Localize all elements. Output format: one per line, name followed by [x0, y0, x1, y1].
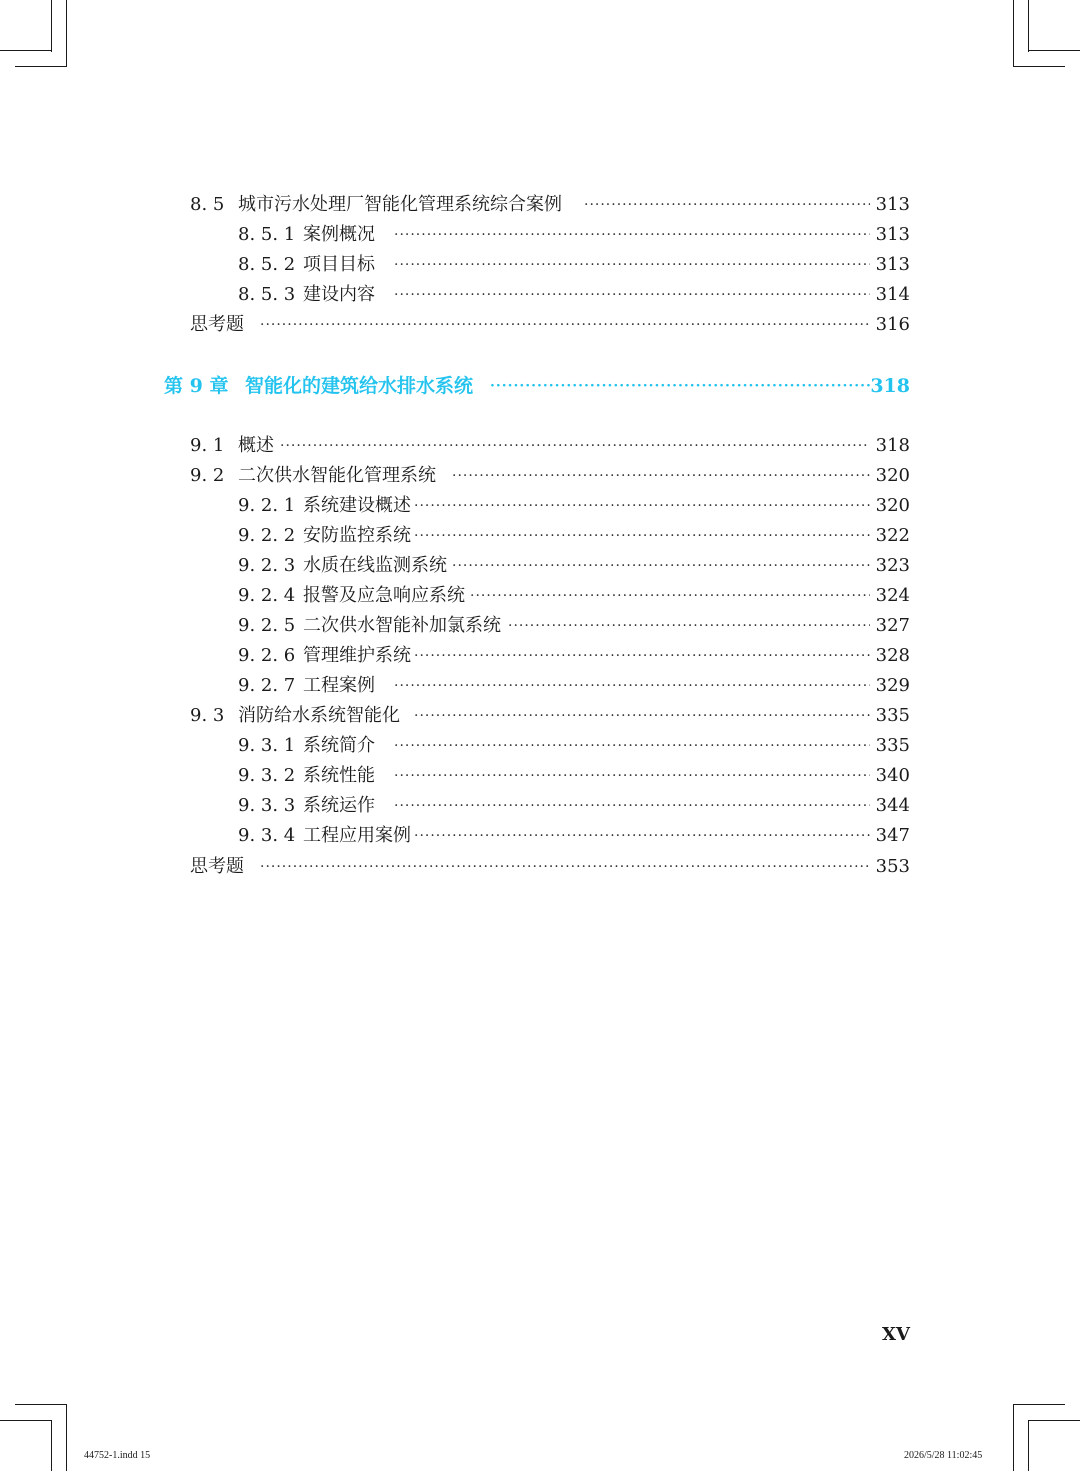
section-title: 建设内容	[303, 284, 375, 305]
dot-leader	[470, 581, 870, 611]
page-number: 320	[875, 465, 910, 486]
page-number: 328	[875, 645, 910, 666]
crop-mark	[1013, 0, 1014, 66]
section-number: 9. 3	[190, 705, 225, 726]
dot-leader	[414, 491, 870, 521]
page-number: 316	[875, 314, 910, 335]
page-number: 324	[875, 585, 910, 606]
dot-leader	[414, 521, 870, 551]
toc-entry-9-3-1[interactable]	[0, 731, 1080, 761]
section-title: 工程案例	[303, 675, 375, 696]
section-title: 系统性能	[303, 765, 375, 786]
page-number: 313	[875, 224, 910, 245]
section-number: 9. 2	[190, 465, 225, 486]
section-number: 9. 2. 7	[238, 675, 296, 696]
toc-entry-9-2-2[interactable]	[0, 521, 1080, 551]
crop-mark	[1028, 1420, 1080, 1421]
crop-mark	[1013, 66, 1065, 67]
section-title: 二次供水智能补加氯系统	[303, 615, 501, 636]
toc-entry-9-2[interactable]	[0, 461, 1080, 491]
dot-leader	[394, 731, 870, 761]
crop-mark	[66, 0, 67, 66]
section-title: 概述	[238, 435, 274, 456]
toc-entry-9-1[interactable]	[0, 431, 1080, 461]
page-folio: XV	[882, 1324, 910, 1345]
section-number: 9. 3. 1	[238, 735, 296, 756]
toc-entry-questions-8[interactable]	[0, 310, 1080, 340]
section-title: 思考题	[190, 856, 244, 877]
toc-entry-9-2-1[interactable]	[0, 491, 1080, 521]
toc-entry-9-3[interactable]	[0, 701, 1080, 731]
toc-entry-9-2-5[interactable]	[0, 611, 1080, 641]
section-title: 管理维护系统	[303, 645, 411, 666]
toc-entry-9-3-3[interactable]	[0, 791, 1080, 821]
page-number: 313	[875, 194, 910, 215]
section-number: 9. 3. 2	[238, 765, 296, 786]
dot-leader	[584, 190, 870, 220]
toc-entry-9-2-3[interactable]	[0, 551, 1080, 581]
page-number: 353	[875, 856, 910, 877]
toc-entry-9-2-6[interactable]	[0, 641, 1080, 671]
section-number: 9. 2. 1	[238, 495, 296, 516]
toc-entry-8-5[interactable]	[0, 190, 1080, 220]
crop-mark	[51, 0, 52, 52]
section-title: 系统简介	[303, 735, 375, 756]
crop-mark	[15, 66, 67, 67]
toc-entry-8-5-3[interactable]	[0, 280, 1080, 310]
section-number: 9. 3. 4	[238, 825, 296, 846]
section-title: 城市污水处理厂智能化管理系统综合案例	[238, 194, 562, 215]
page-number: 318	[875, 435, 910, 456]
dot-leader	[394, 280, 870, 310]
chapter-title: 智能化的建筑给水排水系统	[245, 375, 474, 397]
section-title: 报警及应急响应系统	[303, 585, 465, 606]
page-number: 335	[875, 705, 910, 726]
crop-mark	[66, 1404, 67, 1471]
section-number: 9. 2. 6	[238, 645, 296, 666]
dot-leader	[414, 821, 870, 851]
crop-mark	[15, 1404, 67, 1405]
section-title: 项目目标	[303, 254, 375, 275]
toc-entry-9-2-7[interactable]	[0, 671, 1080, 701]
section-number: 9. 3. 3	[238, 795, 296, 816]
slug-datetime: 2026/5/28 11:02:45	[904, 1450, 983, 1461]
page-number: 320	[875, 495, 910, 516]
crop-mark	[1013, 1404, 1014, 1471]
section-number: 9. 2. 2	[238, 525, 296, 546]
section-title: 消防给水系统智能化	[238, 705, 400, 726]
section-number: 8. 5. 2	[238, 254, 296, 275]
dot-leader	[260, 852, 870, 882]
dot-leader	[452, 461, 870, 491]
section-number: 9. 2. 5	[238, 615, 296, 636]
crop-mark	[1028, 1420, 1029, 1471]
page-number: 322	[875, 525, 910, 546]
dot-leader	[394, 791, 870, 821]
slug-filename: 44752-1.indd 15	[84, 1450, 151, 1461]
toc-entry-9-3-2[interactable]	[0, 761, 1080, 791]
dot-leader	[414, 701, 870, 731]
section-number: 8. 5. 3	[238, 284, 296, 305]
section-title: 案例概况	[303, 224, 375, 245]
dot-leader	[260, 310, 870, 340]
section-number: 9. 2. 4	[238, 585, 296, 606]
toc-entry-questions-9[interactable]	[0, 852, 1080, 882]
toc-entry-9-3-4[interactable]	[0, 821, 1080, 851]
page-number: 329	[875, 675, 910, 696]
section-title: 二次供水智能化管理系统	[238, 465, 436, 486]
dot-leader	[452, 551, 870, 581]
page-number: 314	[875, 284, 910, 305]
section-title: 工程应用案例	[303, 825, 411, 846]
section-number: 9. 2. 3	[238, 555, 296, 576]
section-title: 系统运作	[303, 795, 375, 816]
dot-leader	[394, 671, 870, 701]
crop-mark	[0, 50, 52, 51]
crop-mark	[1028, 0, 1029, 52]
section-number: 8. 5. 1	[238, 224, 296, 245]
page-number: 347	[875, 825, 910, 846]
page-number: 327	[875, 615, 910, 636]
section-title: 系统建设概述	[303, 495, 411, 516]
page-number: 318	[870, 375, 910, 397]
page-number: 313	[875, 254, 910, 275]
section-number: 9. 1	[190, 435, 225, 456]
crop-mark	[51, 1420, 52, 1471]
dot-leader	[394, 220, 870, 250]
toc-entry-chapter-9[interactable]	[0, 371, 1080, 401]
dot-leader	[394, 250, 870, 280]
section-title: 水质在线监测系统	[303, 555, 447, 576]
dot-leader	[394, 761, 870, 791]
section-title: 思考题	[190, 314, 244, 335]
chapter-number: 第 9 章	[164, 375, 229, 397]
dot-leader	[490, 371, 870, 401]
section-number: 8. 5	[190, 194, 225, 215]
dot-leader	[508, 611, 870, 641]
toc-entry-8-5-2[interactable]	[0, 250, 1080, 280]
toc-entry-8-5-1[interactable]	[0, 220, 1080, 250]
crop-mark	[0, 1420, 52, 1421]
page-number: 340	[875, 765, 910, 786]
page-number: 335	[875, 735, 910, 756]
page-number: 344	[875, 795, 910, 816]
section-title: 安防监控系统	[303, 525, 411, 546]
page-number: 323	[875, 555, 910, 576]
dot-leader	[280, 431, 870, 461]
crop-mark	[1013, 1404, 1065, 1405]
toc-entry-9-2-4[interactable]	[0, 581, 1080, 611]
dot-leader	[414, 641, 870, 671]
crop-mark	[1028, 50, 1080, 51]
